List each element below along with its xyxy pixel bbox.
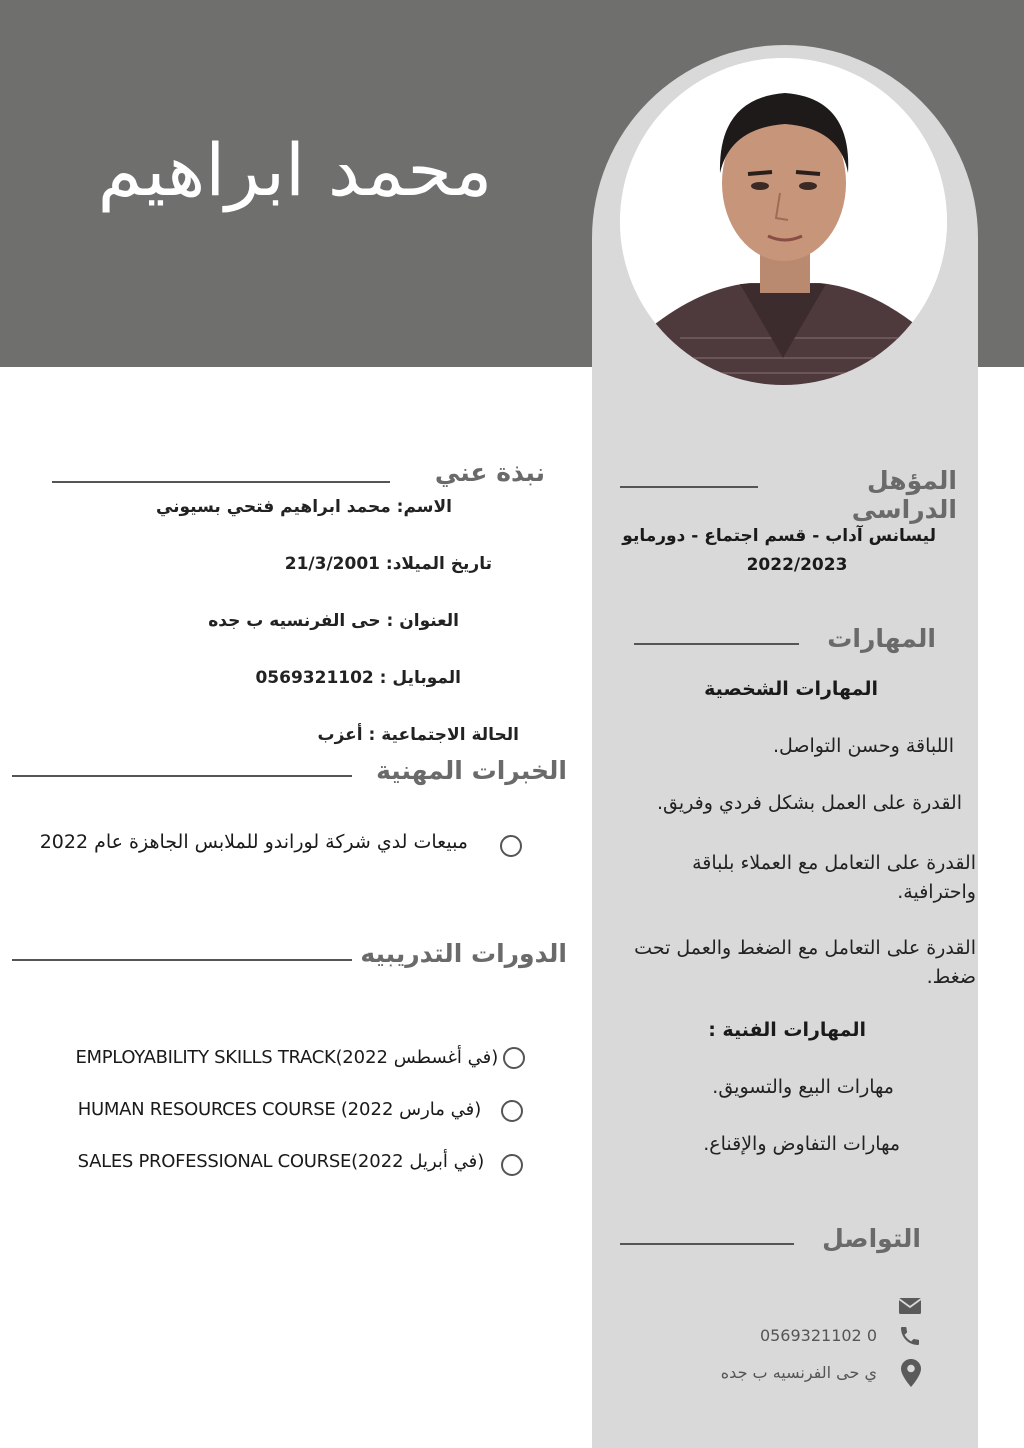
about-birthdate-row: تاريخ الميلاد: 21/3/2001 (284, 554, 492, 574)
education-title: المؤهل الدراسى (851, 466, 957, 524)
experience-divider (12, 775, 352, 777)
skills-title: المهارات (827, 624, 936, 653)
list-item: SALES PROFESSIONAL COURSE(في أبريل 2022) (77, 1151, 484, 1172)
courses-title: الدورات التدريبيه (360, 939, 567, 968)
contact-phone: 0569321102 0 (759, 1326, 877, 1345)
courses-divider (12, 959, 352, 961)
list-item: HUMAN RESOURCES COURSE (في مارس 2022) (77, 1099, 481, 1120)
about-divider (52, 481, 390, 483)
profile-photo (620, 58, 947, 385)
education-degree: ليسانس آداب - قسم اجتماع - دورمايو (622, 526, 936, 546)
list-item: القدرة على العمل بشكل فردي وفريق. (657, 792, 962, 814)
course-bullet (501, 1100, 523, 1122)
page-title: محمد ابراهيم (97, 128, 493, 212)
about-marital-row: الحالة الاجتماعية : أعزب (317, 725, 519, 745)
list-item: EMPLOYABILITY SKILLS TRACK(في أغسطس 2022) (75, 1047, 498, 1068)
list-item: مبيعات لدي شركة لوراندو للملابس الجاهزة عام 2022 (39, 831, 468, 853)
skills-divider (634, 643, 799, 645)
course-bullet (501, 1154, 523, 1176)
about-address-row: العنوان : حى الفرنسيه ب جده (208, 611, 459, 631)
list-item: القدرة على التعامل مع العملاء بلباقة واحترافية. (692, 852, 976, 903)
course-bullet (503, 1047, 525, 1069)
contact-divider (620, 1243, 794, 1245)
avatar-illustration (620, 58, 947, 385)
mail-icon (898, 1297, 922, 1315)
phone-icon (898, 1324, 922, 1348)
about-mobile-row: الموبايل : 0569321102 (255, 668, 461, 688)
location-icon (900, 1358, 922, 1388)
about-name-row: الاسم: محمد ابراهيم فتحي بسيوني (155, 497, 452, 517)
technical-skills-title: المهارات الفنية : (708, 1019, 866, 1041)
personal-skills-title: المهارات الشخصية (704, 678, 878, 700)
list-item: مهارات التفاوض والإقناع. (703, 1133, 900, 1155)
contact-title: التواصل (822, 1224, 921, 1253)
experience-title: الخبرات المهنية (376, 756, 567, 785)
experience-bullet (500, 835, 522, 857)
list-item: مهارات البيع والتسويق. (712, 1076, 894, 1098)
contact-address: ي حى الفرنسيه ب جده (720, 1363, 877, 1382)
about-title: نبذة عني (434, 458, 545, 487)
education-years: 2022/2023 (746, 555, 848, 575)
education-divider (620, 486, 758, 488)
list-item: القدرة على التعامل مع الضغط والعمل تحت ضغط. (634, 937, 976, 988)
list-item: اللباقة وحسن التواصل. (772, 735, 954, 757)
